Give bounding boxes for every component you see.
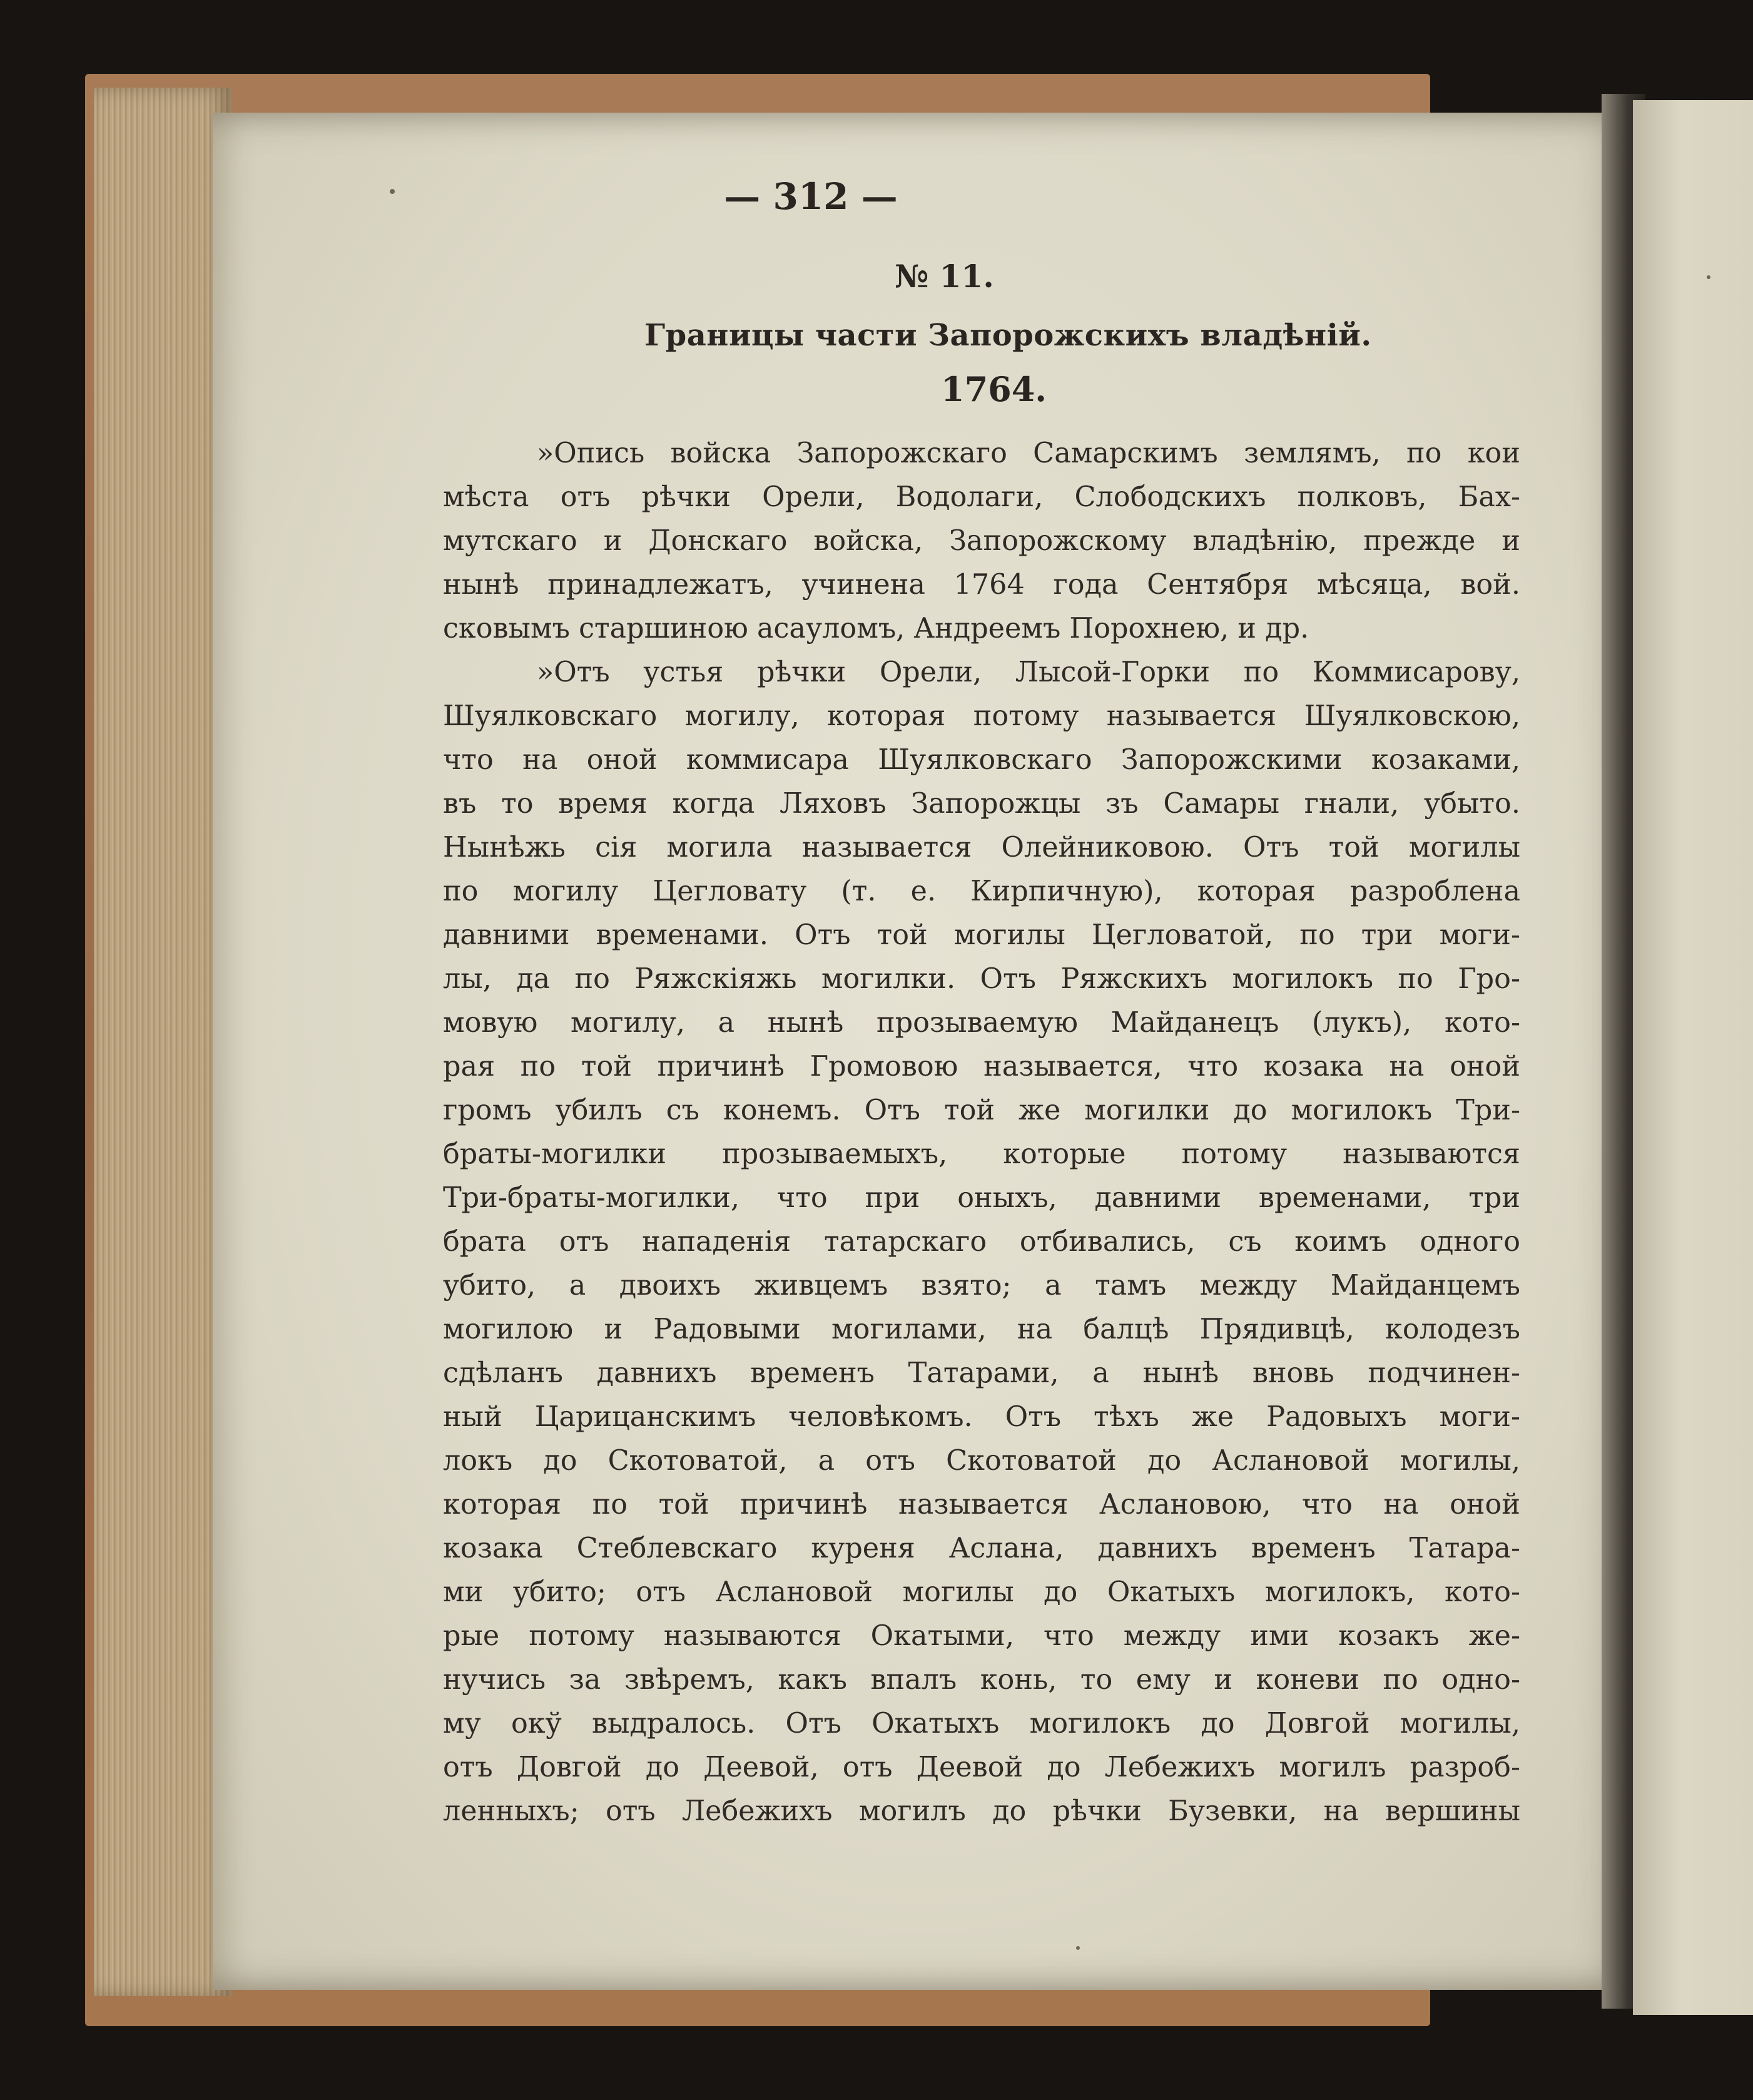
text-line: Нынѣжь сія могила называется Олейниковою. Отъ той могилы bbox=[443, 832, 1520, 864]
text-line: мовую могилу, а нынѣ прозываемую Майданецъ (лукъ), кото- bbox=[443, 1007, 1520, 1039]
text-line: мутскаго и Донскаго войска, Запорожскому владѣнію, прежде и bbox=[443, 525, 1520, 557]
text-line: сковымъ старшиною асауломъ, Андреемъ Порохнею, и др. bbox=[443, 613, 1309, 645]
text-line: нынѣ принадлежатъ, учинена 1764 года Сентября мѣсяца, вой. bbox=[443, 569, 1520, 601]
text-line: по могилу Цегловату (т. е. Кирпичную), которая разроблена bbox=[443, 875, 1520, 907]
text-line: браты-могилки прозываемыхъ, которые потому называются bbox=[443, 1138, 1520, 1170]
text-line: въ то время когда Ляховъ Запорожцы зъ Самары гнали, убыто. bbox=[443, 788, 1520, 820]
text-line: Три-браты-могилки, что при оныхъ, давними временами, три bbox=[443, 1182, 1520, 1214]
body-text bbox=[443, 432, 1520, 1833]
text-line: рые потому называются Окатыми, что между ими козакъ же- bbox=[443, 1620, 1520, 1652]
text-line: »Отъ устья рѣчки Орели, Лысой-Горки по Коммисарову, bbox=[537, 656, 1520, 688]
text-line: сдѣланъ давнихъ временъ Татарами, а нынѣ вновь подчинен- bbox=[443, 1357, 1520, 1389]
text-line: лы, да по Ряжскіяжь могилки. Отъ Ряжскихъ могилокъ по Гро- bbox=[443, 963, 1520, 995]
text-line: громъ убилъ съ конемъ. Отъ той же могилки до могилокъ Три- bbox=[443, 1094, 1520, 1126]
text-line: »Опись войска Запорожскаго Самарскимъ землямъ, по кои bbox=[537, 437, 1520, 469]
paper-speck bbox=[1076, 1946, 1080, 1950]
text-line: рая по той причинѣ Громовою называется, что козака на оной bbox=[443, 1051, 1520, 1083]
document-number: № 11. bbox=[895, 258, 994, 295]
text-line: могилою и Радовыми могилами, на балцѣ Прядивцѣ, колодезъ bbox=[443, 1313, 1520, 1345]
text-line: ный Царицанскимъ человѣкомъ. Отъ тѣхъ же Радовыхъ моги- bbox=[443, 1401, 1520, 1433]
text-line: козака Стеблевскаго куреня Аслана, давнихъ временъ Татара- bbox=[443, 1532, 1520, 1564]
text-line: мѣста отъ рѣчки Орели, Водолаги, Слободскихъ полковъ, Бах- bbox=[443, 481, 1520, 513]
text-line: му окў выдралось. Отъ Окатыхъ могилокъ до Довгой могилы, bbox=[443, 1708, 1520, 1740]
paper-speck bbox=[1707, 275, 1710, 279]
paper-speck bbox=[390, 189, 395, 194]
text-line: нучись за звѣремъ, какъ впалъ конь, то ему и коневи по одно- bbox=[443, 1664, 1520, 1696]
page-stack-edge bbox=[94, 88, 231, 1996]
facing-page-edge bbox=[1633, 100, 1753, 2015]
document-year: 1764. bbox=[941, 369, 1047, 409]
text-line: ленныхъ; отъ Лебежихъ могилъ до рѣчки Бузевки, на вершины bbox=[443, 1795, 1520, 1827]
text-line: ми убито; отъ Аслановой могилы до Окатыхъ могилокъ, кото- bbox=[443, 1576, 1520, 1608]
page-number: — 312 — bbox=[724, 175, 898, 218]
text-line: что на оной коммисара Шуялковскаго Запорожскими козаками, bbox=[443, 744, 1520, 776]
text-line: локъ до Скотоватой, а отъ Скотоватой до Аслановой могилы, bbox=[443, 1445, 1520, 1477]
text-line: которая по той причинѣ называется Аслановою, что на оной bbox=[443, 1489, 1520, 1521]
text-line: давними временами. Отъ той могилы Цегловатой, по три моги- bbox=[443, 919, 1520, 951]
text-line: убито, а двоихъ живцемъ взято; а тамъ между Майданцемъ bbox=[443, 1270, 1520, 1302]
document-heading: Границы части Запорожскихъ владѣній. bbox=[644, 318, 1372, 353]
text-line: Шуялковскаго могилу, которая потому называется Шуялковскою, bbox=[443, 700, 1520, 732]
text-line: отъ Довгой до Деевой, отъ Деевой до Лебежихъ могилъ разроб- bbox=[443, 1751, 1520, 1783]
text-line: брата отъ нападенія татарскаго отбивались, съ коимъ одного bbox=[443, 1226, 1520, 1258]
